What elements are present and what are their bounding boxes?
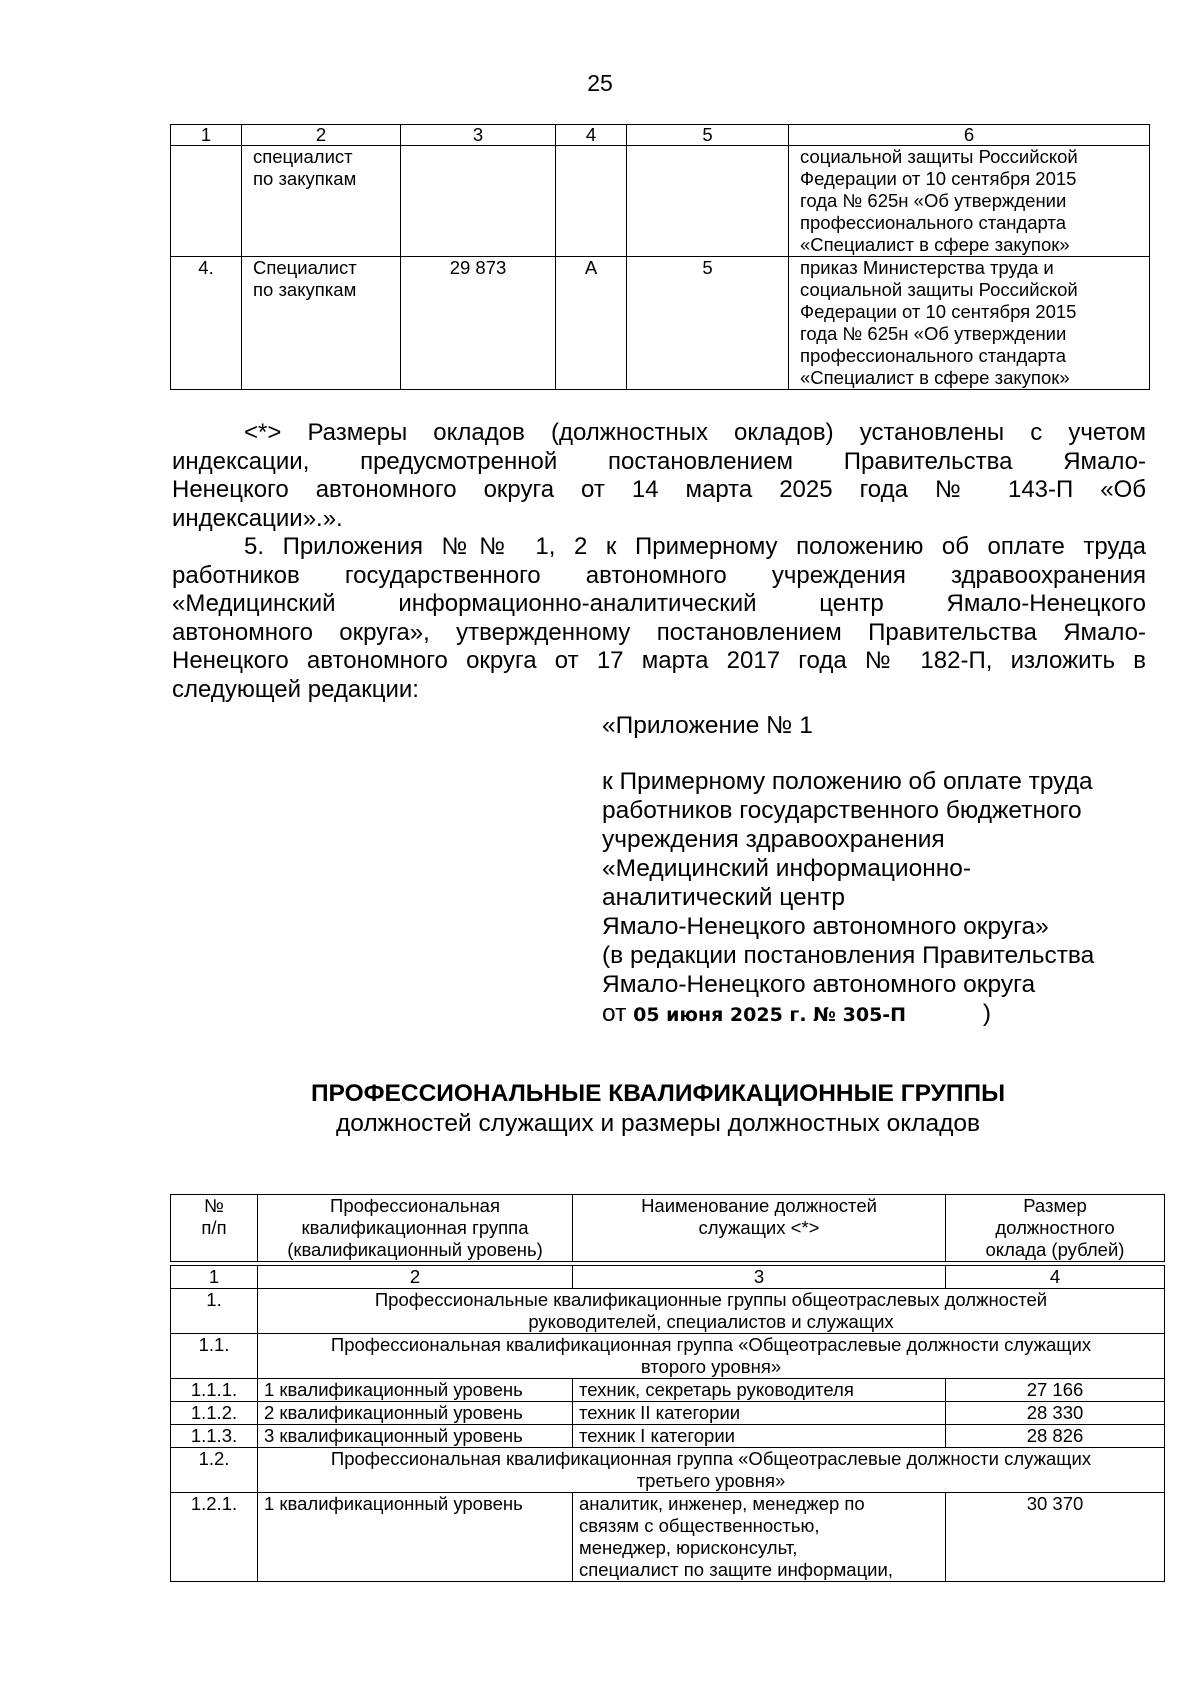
qualification-level: 3 квалификационный уровень (258, 1425, 573, 1448)
level-cell: 5 (627, 257, 789, 390)
column-number: 4 (946, 1266, 1165, 1289)
row-number: 1.1.3. (171, 1425, 258, 1448)
document-title: ПРОФЕССИОНАЛЬНЫЕ КВАЛИФИКАЦИОННЫЕ ГРУППЫ (310, 1080, 1006, 1107)
group-number: 1.2. (171, 1448, 258, 1493)
staff-table-continuation (170, 124, 1150, 390)
salary: 30 370 (946, 1493, 1165, 1582)
position-cell: специалист по закупкам (242, 146, 401, 257)
header-cell: 5 (627, 125, 789, 146)
row-number: 1.1.2. (171, 1402, 258, 1425)
table-row (171, 1379, 1165, 1402)
table-row (171, 1493, 1165, 1582)
salary: 28 330 (946, 1402, 1165, 1425)
resolution-date: 05 июня 2025 г. № 305-П (633, 1004, 907, 1026)
code-cell: А (556, 257, 627, 390)
basis-cell: приказ Министерства труда и социальной защиты Российской Федерации от 10 сентября 2015 года № 625н «Об утверждении профессионального стандарта «Специалист в сфере закупок» (789, 257, 1150, 390)
header-cell: 4 (556, 125, 627, 146)
salary-cell: 29 873 (401, 257, 556, 390)
header-cell: 1 (171, 125, 242, 146)
table-row (171, 1425, 1165, 1448)
group-row (171, 1289, 1165, 1334)
code-cell (556, 146, 627, 257)
qualification-groups-table (170, 1194, 1165, 1582)
table-row (171, 257, 1150, 390)
appendix-heading: «Приложение № 1 (602, 712, 813, 739)
qualification-level: 1 квалификационный уровень (258, 1379, 573, 1402)
appendix-reference: к Примерному положению об оплате труда работников государственного бюджетного учреждения здравоохранения «Медицинский информационно- аналитический центр Ямало-Ненецкого автономного округа» (в редакции постановления Правительства Ямало-Ненецкого автономного округа от 05 июня 2025 г. № 305-П ) (602, 767, 1162, 1030)
table-row (171, 146, 1150, 257)
header-cell: 6 (789, 125, 1150, 146)
header-cell-positions: Наименование должностей служащих <*> (573, 1195, 946, 1262)
header-cell: 2 (242, 125, 401, 146)
column-number-row (171, 1266, 1165, 1289)
group-number: 1.1. (171, 1334, 258, 1379)
salary: 28 826 (946, 1425, 1165, 1448)
num-cell: 4. (171, 257, 242, 390)
page-number: 25 (587, 70, 613, 96)
num-cell (171, 146, 242, 257)
column-number: 1 (171, 1266, 258, 1289)
qualification-level: 1 квалификационный уровень (258, 1493, 573, 1582)
group-title: Профессиональные квалификационные группы общеотраслевых должностей руководителей, специалистов и служащих (258, 1289, 1165, 1334)
table-row (171, 1402, 1165, 1425)
basis-cell: социальной защиты Российской Федерации от 10 сентября 2015 года № 625н «Об утверждении профессионального стандарта «Специалист в сфере закупок» (789, 146, 1150, 257)
salary: 27 166 (946, 1379, 1165, 1402)
level-cell (627, 146, 789, 257)
salary-cell (401, 146, 556, 257)
positions: техник I категории (573, 1425, 946, 1448)
column-number: 2 (258, 1266, 573, 1289)
row-number: 1.1.1. (171, 1379, 258, 1402)
subgroup-row (171, 1448, 1165, 1493)
document-subtitle: должностей служащих и размеры должностных окладов (335, 1110, 981, 1137)
group-title: Профессиональная квалификационная группа «Общеотраслевые должности служащих второго уровня» (258, 1334, 1165, 1379)
appendix-date-line: от 05 июня 2025 г. № 305-П ) (602, 1000, 992, 1027)
positions: аналитик, инженер, менеджер по связям с общественностью, менеджер, юрисконсульт, специалист по защите информации, (573, 1493, 946, 1582)
footnote-paragraph: <*> Размеры окладов (должностных окладов) установлены с учетом индексации, предусмотренной постановлением Правительства Ямало- Ненецкого автономного округа от 14 марта 2025 года № 143-П «Об индексации».». (172, 419, 1146, 532)
qualification-level: 2 квалификационный уровень (258, 1402, 573, 1425)
column-number: 3 (573, 1266, 946, 1289)
subgroup-row (171, 1334, 1165, 1379)
position-cell: Специалист по закупкам (242, 257, 401, 390)
group-title: Профессиональная квалификационная группа «Общеотраслевые должности служащих третьего уровня» (258, 1448, 1165, 1493)
body-paragraph: 5. Приложения №№ 1, 2 к Примерному положению об оплате труда работников государственного автономного учреждения здравоохранения «Медицинский информационно-аналитический центр Ямало-Ненецкого автономного округа», утвержденному постановлением Правительства Ямало- Ненецкого автономного округа от 17 марта 2017 года № 182-П, изложить в следующей редакции: (172, 533, 1146, 703)
positions: техник II категории (573, 1402, 946, 1425)
table-header-row (171, 125, 1150, 146)
group-number: 1. (171, 1289, 258, 1334)
row-number: 1.2.1. (171, 1493, 258, 1582)
table-header-row (171, 1195, 1165, 1262)
header-cell-number: № п/п (171, 1195, 258, 1262)
header-cell: 3 (401, 125, 556, 146)
positions: техник, секретарь руководителя (573, 1379, 946, 1402)
header-cell-group: Профессиональная квалификационная группа (квалификационный уровень) (258, 1195, 573, 1262)
header-cell-salary: Размер должностного оклада (рублей) (946, 1195, 1165, 1262)
